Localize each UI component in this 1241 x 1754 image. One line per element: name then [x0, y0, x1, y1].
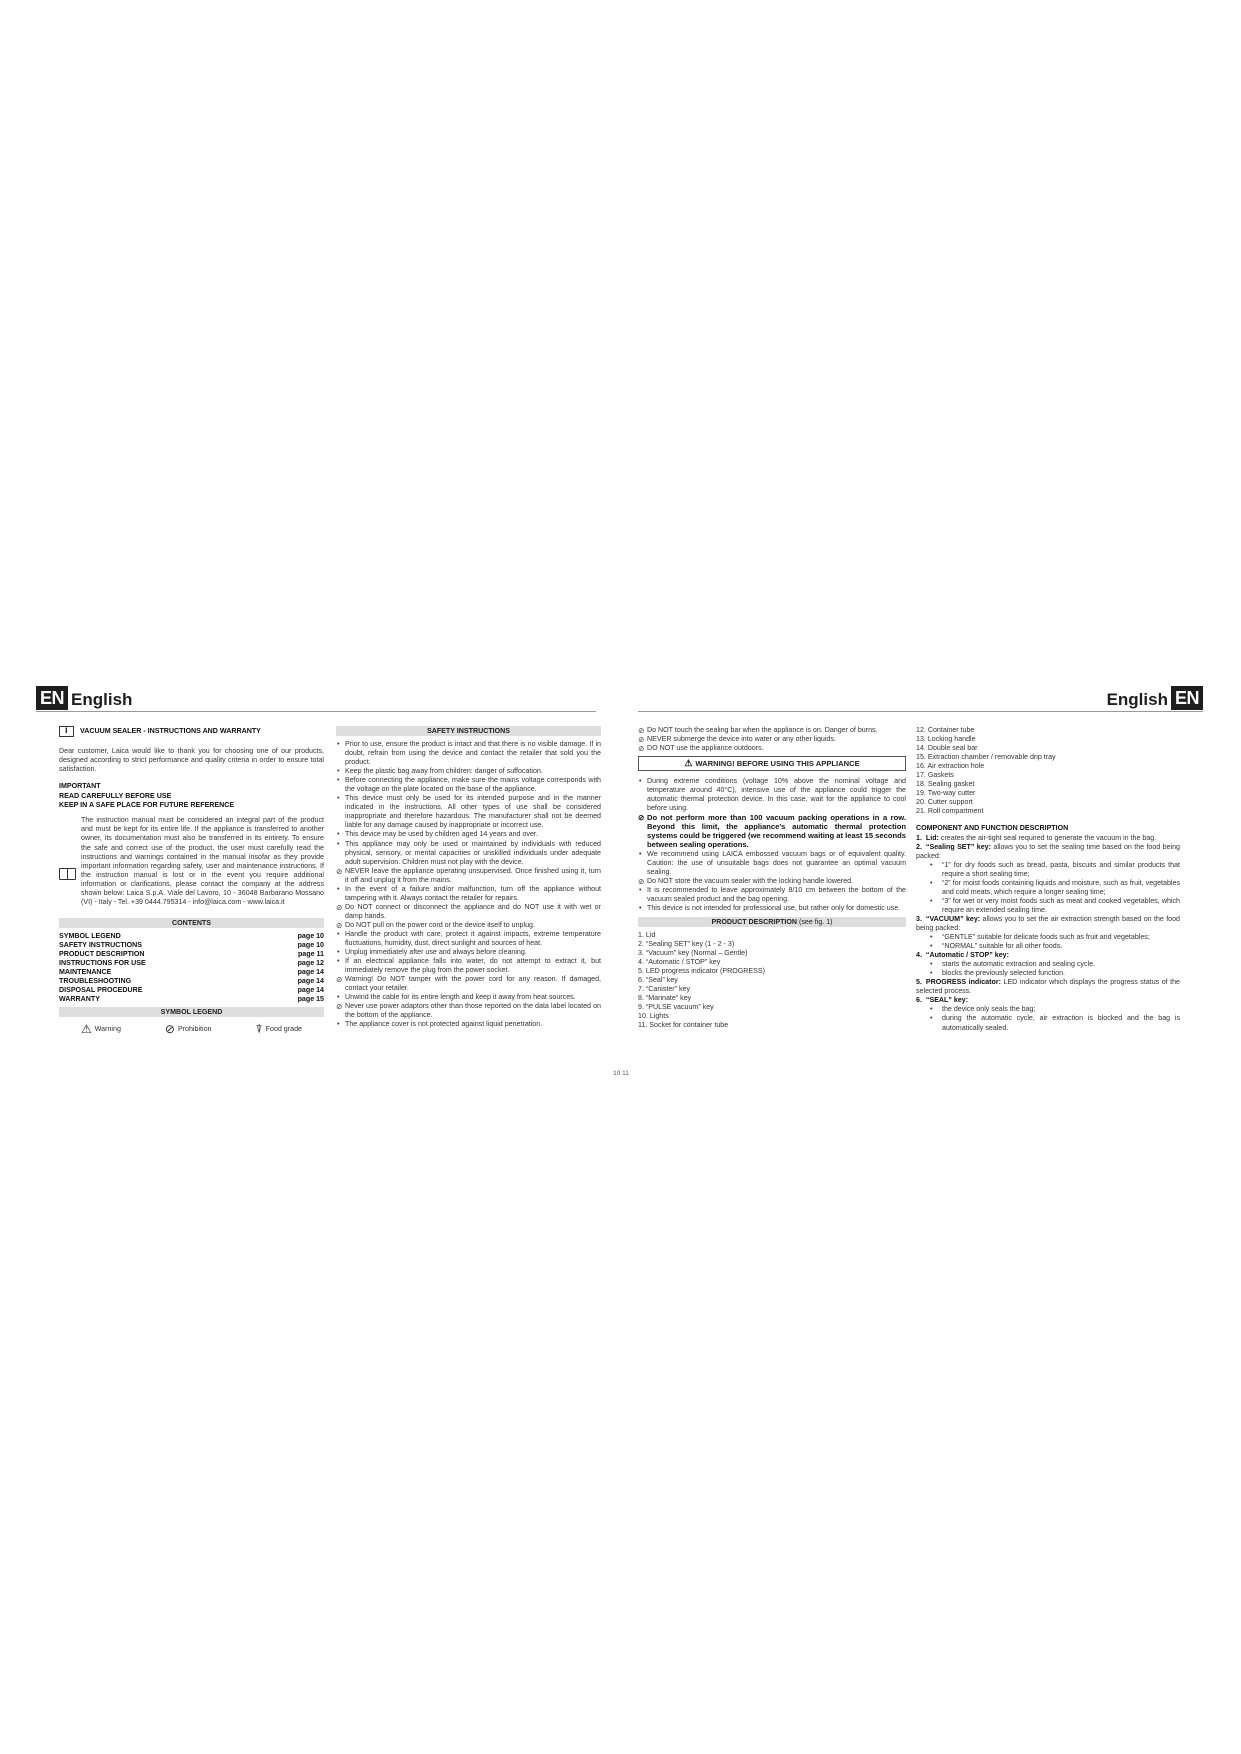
component-item: 3. “VACUUM” key: allows you to set the air extraction strength based on the food being packed: [916, 914, 1180, 932]
prohibition-item: ⊘ NEVER submerge the device into water or any other liquids. [638, 735, 906, 744]
safety-list [336, 740, 601, 1030]
intro-paragraph: Dear customer, Laica would like to thank you for choosing one of our products, designed according to strict performance and quality criteria in order to ensure total satisfaction. [59, 747, 324, 774]
page-numbers: 10 11 [613, 1070, 629, 1077]
component-list [916, 834, 1180, 1033]
bullet-item: • Before connecting the appliance, make sure the mains voltage corresponds with the voltage on the plate located on the base of the appliance. [336, 776, 601, 794]
bullet-item: • Prior to use, ensure the product is intact and that there is no visible damage. If in doubt, refrain from using the device and contact the retailer that sold you the product. [336, 740, 601, 767]
column-intro [59, 726, 324, 1037]
component-item: 4. “Automatic / STOP” key: [916, 951, 1009, 960]
bullet-item: • This device is not intended for professional use, but rather only for domestic use. [638, 904, 906, 913]
bullet-item: • During extreme conditions (voltage 10% above the nominal voltage and temperature around 40°C), intensive use of the appliance could trigger the automatic thermal protection device. In this case, wait for the appliance to cool before using. [638, 777, 906, 813]
bullet-item: • This appliance may only be used or maintained by individuals with reduced physical, sensory, or mental capacities or unskilled individuals under adequate adult supervision. Children must not play with the device. [336, 840, 601, 867]
prohibition-item: ⊘ Do NOT pull on the power cord or the device itself to unplug. [336, 921, 601, 930]
toc-item[interactable]: MAINTENANCE page 14 [59, 968, 324, 977]
bullet-item: • Unplug immediately after use and always before cleaning. [336, 948, 601, 957]
part-item: 13. Locking handle [916, 735, 976, 744]
component-sub-item: • “GENTLE” suitable for delicate foods such as fruit and vegetables; [930, 933, 1180, 942]
header-rule-left [36, 711, 596, 712]
parts-list-continued [916, 726, 1180, 816]
bullet-item: • Handle the product with care, protect it against impacts, extreme temperature fluctuations, humidity, dust, direct sunlight and sources of heat. [336, 930, 601, 948]
column-warnings [638, 726, 906, 1030]
toc-item[interactable]: WARRANTY page 15 [59, 995, 324, 1004]
warning-list [638, 777, 906, 913]
bullet-item: • In the event of a failure and/or malfunction, turn off the appliance without tampering with it. Always contact the retailer for repairs. [336, 885, 601, 903]
part-item: 14. Double seal bar [916, 744, 978, 753]
part-item: 5. LED progress indicator (PROGRESS) [638, 967, 765, 976]
component-sub-item: • starts the automatic extraction and sealing cycle. [930, 960, 1180, 969]
bullet-item: • If an electrical appliance falls into water, do not attempt to extract it, but immediately remove the plug from the power socket. [336, 957, 601, 975]
language-badge-right: EN [1171, 686, 1203, 710]
component-item: 6. “SEAL” key: [916, 996, 969, 1005]
bullet-item: • We recommend using LAICA embossed vacuum bags or of equivalent quality. Caution: the use of unsuitable bags does not guarantee an optimal vacuum sealing. [638, 850, 906, 877]
language-badge-left: EN [36, 686, 68, 710]
symbol-legend [59, 1022, 324, 1037]
component-sub-list [930, 933, 1180, 951]
component-sub-list [930, 960, 1180, 978]
important-block [59, 782, 324, 810]
manual-note-text: The instruction manual must be considered an integral part of the product and must be kept for its entire life. If the appliance is transferred to another owner, its documentation must also be transferred in its entirety. To ensure the safe and correct use of the product, the user must carefully read the instructions and warnings contained in the manual insofar as they provide important information regarding safety, user and maintenance instructions. If the instruction manual is lost or in the event you require additional information or clarifications, please contact the company at the address shown below: Laica S.p.A. Viale del Lavoro, 10 - 36048 Barbarano Mossano (VI) - Italy - Tel. +39 0444.795314 - info@laica.com - www.laica.it [81, 816, 324, 906]
component-sub-item: • “1” for dry foods such as bread, pasta, biscuits and similar products that require a short sealing time; [930, 861, 1180, 879]
component-sub-item: • “2” for moist foods containing liquids and moisture, such as fruit, vegetables and cold meats, which require a longer sealing time; [930, 879, 1180, 897]
header-right [1104, 684, 1203, 710]
part-item: 15. Extraction chamber / removable drip tray [916, 753, 1056, 762]
warning-triangle-icon: ⚠ [80, 1022, 92, 1037]
component-sub-list [930, 861, 1180, 915]
toc-item[interactable]: DISPOSAL PROCEDURE page 14 [59, 986, 324, 995]
important-line: KEEP IN A SAFE PLACE FOR FUTURE REFERENCE [59, 800, 235, 809]
bullet-item: • Unwind the cable for its entire length and keep it away from heat sources. [336, 993, 601, 1002]
bullet-item: • It is recommended to leave approximately 8/10 cm between the bottom of the vacuum sealed product and the bag opening. [638, 886, 906, 904]
bullet-item: • This device must only be used for its intended purpose and in the manner indicated in the instructions. All other types of use shall be considered inappropriate and therefore hazardous. The manufacturer shall not be deemed liable for any damage caused by inappropriate or incorrect use. [336, 794, 601, 830]
column-components [916, 726, 1180, 1033]
table-of-contents [59, 932, 324, 1004]
bullet-item: • The appliance cover is not protected against liquid penetration. [336, 1020, 601, 1029]
part-item: 11. Socket for container tube [638, 1021, 729, 1030]
part-item: 3. “Vacuum” key (Normal – Gentle) [638, 948, 748, 957]
part-item: 18. Sealing gasket [916, 780, 975, 789]
safety-heading: SAFETY INSTRUCTIONS [336, 726, 601, 736]
language-title-right: English [1106, 690, 1168, 709]
manual-book-icon [59, 816, 81, 914]
component-sub-list [930, 1005, 1180, 1032]
part-item: 1. Lid [638, 930, 656, 939]
contents-heading: CONTENTS [59, 918, 324, 928]
component-sub-item: • during the automatic cycle, air extraction is blocked and the bag is automatically sealed. [930, 1014, 1180, 1032]
prohibition-item: ⊘ Do NOT connect or disconnect the appliance and do NOT use it with wet or damp hands. [336, 903, 601, 921]
component-item: 2. “Sealing SET” key: allows you to set the sealing time based on the food being packed: [916, 842, 1180, 860]
toc-item[interactable]: SYMBOL LEGEND page 10 [59, 931, 324, 940]
food-grade-icon: ⍒ [255, 1022, 263, 1037]
important-line: READ CAREFULLY BEFORE USE [59, 791, 172, 800]
prohibition-icon: ⊘ [164, 1022, 175, 1037]
prohibition-item: ⊘ NEVER leave the appliance operating unsupervised. Once finished using it, turn it off and unplug it from the mains. [336, 867, 601, 885]
prohibition-item: ⊘ DO NOT use the appliance outdoors. [638, 744, 906, 753]
product-description-heading: PRODUCT DESCRIPTION (see fig. 1) [638, 917, 906, 927]
manual-title [59, 726, 324, 737]
bullet-item: • Keep the plastic bag away from children: danger of suffocation. [336, 767, 601, 776]
part-item: 8. “Marinate” key [638, 994, 692, 1003]
parts-list [638, 931, 906, 1031]
info-book-icon [59, 726, 74, 737]
legend-food-grade: ⍒ Food grade [255, 1022, 302, 1037]
top-warning-list [638, 726, 906, 753]
language-title-left: English [71, 690, 133, 709]
header-rule-right [638, 711, 1203, 712]
part-item: 7. “Canister” key [638, 985, 691, 994]
part-item: 9. “PULSE vacuum” key [638, 1003, 714, 1012]
toc-item[interactable]: TROUBLESHOOTING page 14 [59, 977, 324, 986]
column-safety [336, 726, 601, 1030]
prohibition-item: ⊘ Do NOT touch the sealing bar when the appliance is on. Danger of burns. [638, 726, 906, 735]
legend-prohibition: ⊘ Prohibition [164, 1022, 212, 1037]
component-sub-item: • “NORMAL” suitable for all other foods. [930, 942, 1180, 951]
bullet-item: • This device may be used by children aged 14 years and over. [336, 830, 601, 839]
component-heading: COMPONENT AND FUNCTION DESCRIPTION [916, 824, 1069, 833]
part-item: 16. Air extraction hole [916, 762, 985, 771]
toc-item[interactable]: PRODUCT DESCRIPTION page 11 [59, 949, 324, 958]
warning-heading: ⚠ WARNING! BEFORE USING THIS APPLIANCE [638, 756, 906, 771]
header-left [36, 684, 135, 710]
component-sub-item: • blocks the previously selected function. [930, 969, 1180, 978]
manual-title-text: VACUUM SEALER - INSTRUCTIONS AND WARRANTY [80, 726, 261, 735]
part-item: 21. Roll compartment [916, 807, 984, 816]
component-item: 1. Lid: creates the air-tight seal required to generate the vacuum in the bag. [916, 833, 1157, 842]
symbol-legend-heading: SYMBOL LEGEND [59, 1007, 324, 1017]
part-item: 6. “Seal” key [638, 976, 678, 985]
legend-warning: ⚠ Warning [80, 1022, 121, 1037]
part-item: 10. Lights [638, 1012, 669, 1021]
part-item: 12. Container tube [916, 726, 975, 734]
part-item: 20. Cutter support [916, 798, 973, 807]
component-sub-item: • “3” for wet or very moist foods such as meat and cooked vegetables, which require an extended sealing time. [930, 897, 1180, 915]
prohibition-item: ⊘ Do NOT store the vacuum sealer with the locking handle lowered. [638, 877, 906, 886]
manual-note [59, 816, 324, 914]
important-line: IMPORTANT [59, 782, 101, 791]
prohibition-item: ⊘ Warning! Do NOT tamper with the power cord for any reason. If damaged, contact your retailer. [336, 975, 601, 993]
part-item: 17. Gaskets [916, 771, 954, 780]
toc-item[interactable]: SAFETY INSTRUCTIONS page 10 [59, 940, 324, 949]
prohibition-item: ⊘ Do not perform more than 100 vacuum packing operations in a row. Beyond this limit, the appliance's automatic thermal protection systems could be triggered (we recommend waiting at least 15 seconds between sealing operations. [638, 813, 906, 849]
toc-item[interactable]: INSTRUCTIONS FOR USE page 12 [59, 958, 324, 967]
part-item: 2. “Sealing SET” key (1 - 2 - 3) [638, 939, 735, 948]
component-sub-item: • the device only seals the bag; [930, 1005, 1180, 1014]
prohibition-item: ⊘ Never use power adaptors other than those reported on the data label located on the bottom of the appliance. [336, 1002, 601, 1020]
component-item: 5. PROGRESS indicator: LED indicator which displays the progress status of the selected process. [916, 978, 1180, 996]
part-item: 4. “Automatic / STOP” key [638, 957, 721, 966]
part-item: 19. Two-way cutter [916, 789, 976, 798]
warning-triangle-icon: ⚠ [684, 758, 693, 769]
